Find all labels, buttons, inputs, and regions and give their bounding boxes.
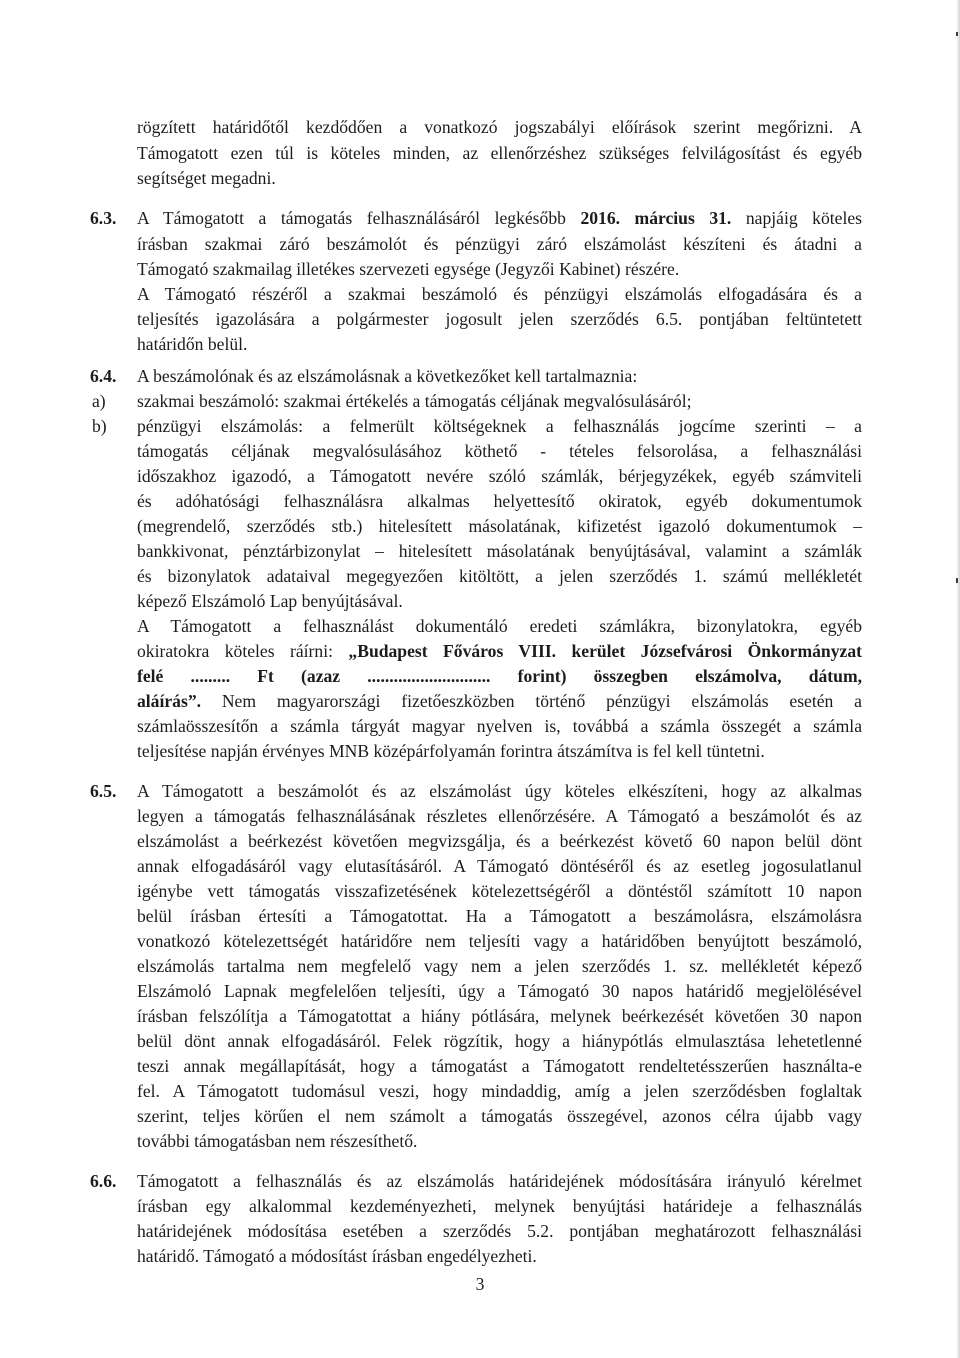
s63-line-4: A Támogató részéről a szakmai beszámoló és pénzügyi elszámolás elfogadására és a bbox=[137, 284, 862, 304]
s65-line-15: további támogatásban nem részesíthető. bbox=[137, 1131, 418, 1151]
s63-line-5: teljesítés igazolására a polgármester jogosult jelen szerződés 6.5. pontjában feltüntetett bbox=[137, 309, 862, 329]
s64-stamp-text-3: aláírás”. bbox=[137, 691, 202, 711]
s63-line-2: írásban szakmai záró beszámolót és pénzügyi záró elszámolást készíteni és átadni a bbox=[137, 234, 862, 254]
section-number-6-3: 6.3. bbox=[90, 208, 117, 228]
s65-line-3: elszámolást a beérkezést követően megvizsgálja, és a beérkezést követő 60 napon belül dönt bbox=[137, 831, 862, 851]
s65-line-2: legyen a támogatás felhasználásának részletes ellenőrzésére. A Támogató a beszámolót és az bbox=[137, 806, 862, 826]
intro-line-3: segítséget megadni. bbox=[137, 168, 276, 188]
intro-line-2: Támogatott ezen túl is köteles minden, az ellenőrzéshez szükséges felvilágosítást és egyéb bbox=[137, 143, 862, 163]
s64-b-line-9: A Támogatott a felhasználást dokumentáló eredeti számlákra, bizonylatokra, egyéb bbox=[137, 616, 862, 636]
s65-line-12: teszi annak megállapítását, hogy a támogatást a Támogatott rendeltetésszerűen használta-e bbox=[137, 1056, 862, 1076]
scan-mark bbox=[956, 32, 958, 36]
intro-line-1: rögzített határidőtől kezdődően a vonatkozó jogszabályi előírások szerint megőrizni. A bbox=[137, 117, 862, 137]
s64-item-a: szakmai beszámoló: szakmai értékelés a támogatás céljának megvalósulásáról; bbox=[137, 391, 692, 411]
s65-line-10: írásban felszólítja a Támogatottat a hiány pótlására, melynek beérkezését követően 30 napon bbox=[137, 1006, 862, 1026]
list-label-b: b) bbox=[92, 416, 107, 436]
s63-line-3: Támogató szakmailag illetékes szervezeti egysége (Jegyzői Kabinet) részére. bbox=[137, 259, 680, 279]
s65-line-7: vonatkozó kötelezettségét határidőre nem teljesíti vagy a határidőben benyújtott beszámoló, bbox=[137, 931, 862, 951]
s64-tail-line-2: teljesítése napján érvényes MNB középárfolyamán forintra átszámítva is fel kell tüntetni. bbox=[137, 741, 765, 761]
page-number: 3 bbox=[475, 1274, 485, 1294]
s65-line-8: elszámolás tartalma nem megfelelő vagy nem a jelen szerződés 1. sz. mellékletét képező bbox=[137, 956, 862, 976]
s64-b-line-2: támogatás céljának megvalósulásához köthető - tételes felsorolása, a felhasználási bbox=[137, 441, 862, 461]
s64-b-line-5: (megrendelő, szerződés stb.) hitelesített másolatának, kifizetést igazoló dokumentumok – bbox=[137, 516, 862, 536]
s64-tail-line-1: számlaösszesítőn a számla tárgyát magyar nyelven is, továbbá a számla összegét a számla bbox=[137, 716, 862, 736]
s65-line-13: fel. A Támogatott tudomásul veszi, hogy mindaddig, amíg a jelen szerződésben foglaltak bbox=[137, 1081, 862, 1101]
s66-line-1: Támogatott a felhasználás és az elszámolás határidejének módosítására irányuló kérelmet bbox=[137, 1171, 862, 1191]
s66-line-4: határidő. Támogató a módosítást írásban engedélyezheti. bbox=[137, 1246, 537, 1266]
s64-stamp-line-1 bbox=[137, 639, 862, 663]
scan-edge-shadow bbox=[956, 0, 960, 1358]
scan-mark bbox=[956, 578, 958, 583]
s65-line-6: belül írásban értesíti a Támogatottat. Ha a Támogatott a beszámolásra, elszámolásra bbox=[137, 906, 862, 926]
s64-b-line-1: pénzügyi elszámolás: a felmerült költségeknek a felhasználás jogcíme szerinti – a bbox=[137, 416, 862, 436]
section-number-6-6: 6.6. bbox=[90, 1171, 117, 1191]
s64-b-line-7: és bizonylatok adataival megegyezően kitöltött, a jelen szerződés 1. számú mellékletét bbox=[137, 566, 862, 586]
s64-stamp-intro: okiratokra köteles ráírni: bbox=[137, 641, 349, 661]
s64-b-line-4: és adóhatósági felhasználásra alkalmas helyettesítő okiratok, egyéb dokumentumok bbox=[137, 491, 862, 511]
s65-line-14: szerint, teljes körűen el nem számolt a támogatás összegével, azonos célra újabb vagy bbox=[137, 1106, 862, 1126]
section-number-6-4: 6.4. bbox=[90, 366, 117, 386]
s64-line-1: A beszámolónak és az elszámolásnak a következőket kell tartalmaznia: bbox=[137, 366, 638, 386]
s65-line-1: A Támogatott a beszámolót és az elszámolást úgy köteles elkészíteni, hogy az alkalmas bbox=[137, 781, 862, 801]
s63-line-6: határidőn belül. bbox=[137, 334, 248, 354]
s64-b-line-6: bankkivonat, pénztárbizonylat – hitelesített másolatának benyújtásával, valamint a számlák bbox=[137, 541, 862, 561]
s64-stamp-line-2: felé ......... Ft (azaz ............................ forint) összegben elszámolva, dátum, bbox=[137, 666, 862, 686]
s63-deadline: 2016. március 31. bbox=[580, 208, 732, 228]
s65-line-4: annak elfogadásáról vagy elutasításáról. A Támogató döntéséről és az esetleg jogosulatlanul bbox=[137, 856, 862, 876]
s64-stamp-tail: Nem magyarországi fizetőeszközben történő pénzügyi elszámolás esetén a bbox=[201, 691, 862, 711]
s65-line-11: belül dönt annak elfogadásáról. Felek rögzítik, hogy a hiánypótlás elmulasztása lehetetlenné bbox=[137, 1031, 862, 1051]
list-label-a: a) bbox=[92, 391, 106, 411]
s64-stamp-line-3 bbox=[137, 689, 862, 713]
section-number-6-5: 6.5. bbox=[90, 781, 117, 801]
s66-line-2: írásban egy alkalommal kezdeményezheti, melynek benyújtási határideje a felhasználás bbox=[137, 1196, 862, 1216]
s66-line-3: határidejének módosítása esetében a szerződés 5.2. pontjában meghatározott felhasználási bbox=[137, 1221, 862, 1241]
s65-line-9: Elszámoló Lapnak megfelelően teljesíti, úgy a Támogató 30 napos határidő megjelölésével bbox=[137, 981, 862, 1001]
s64-b-line-3: időszakhoz igazodó, a Támogatott nevére szóló számlák, bérjegyzékek, egyéb számviteli bbox=[137, 466, 862, 486]
s65-line-5: igénybe vett támogatás visszafizetésének kötelezettségéről a döntéstől számított 10 napon bbox=[137, 881, 862, 901]
s63-text-c: napjáig köteles bbox=[731, 208, 862, 228]
s64-stamp-text-1: „Budapest Főváros VIII. kerület Józsefvárosi Önkormányzat bbox=[348, 641, 862, 661]
s63-line-1 bbox=[137, 206, 862, 230]
s64-b-line-8: képező Elszámoló Lap benyújtásával. bbox=[137, 591, 403, 611]
s63-text-a: A Támogatott a támogatás felhasználásáról legkésőbb bbox=[137, 208, 581, 228]
